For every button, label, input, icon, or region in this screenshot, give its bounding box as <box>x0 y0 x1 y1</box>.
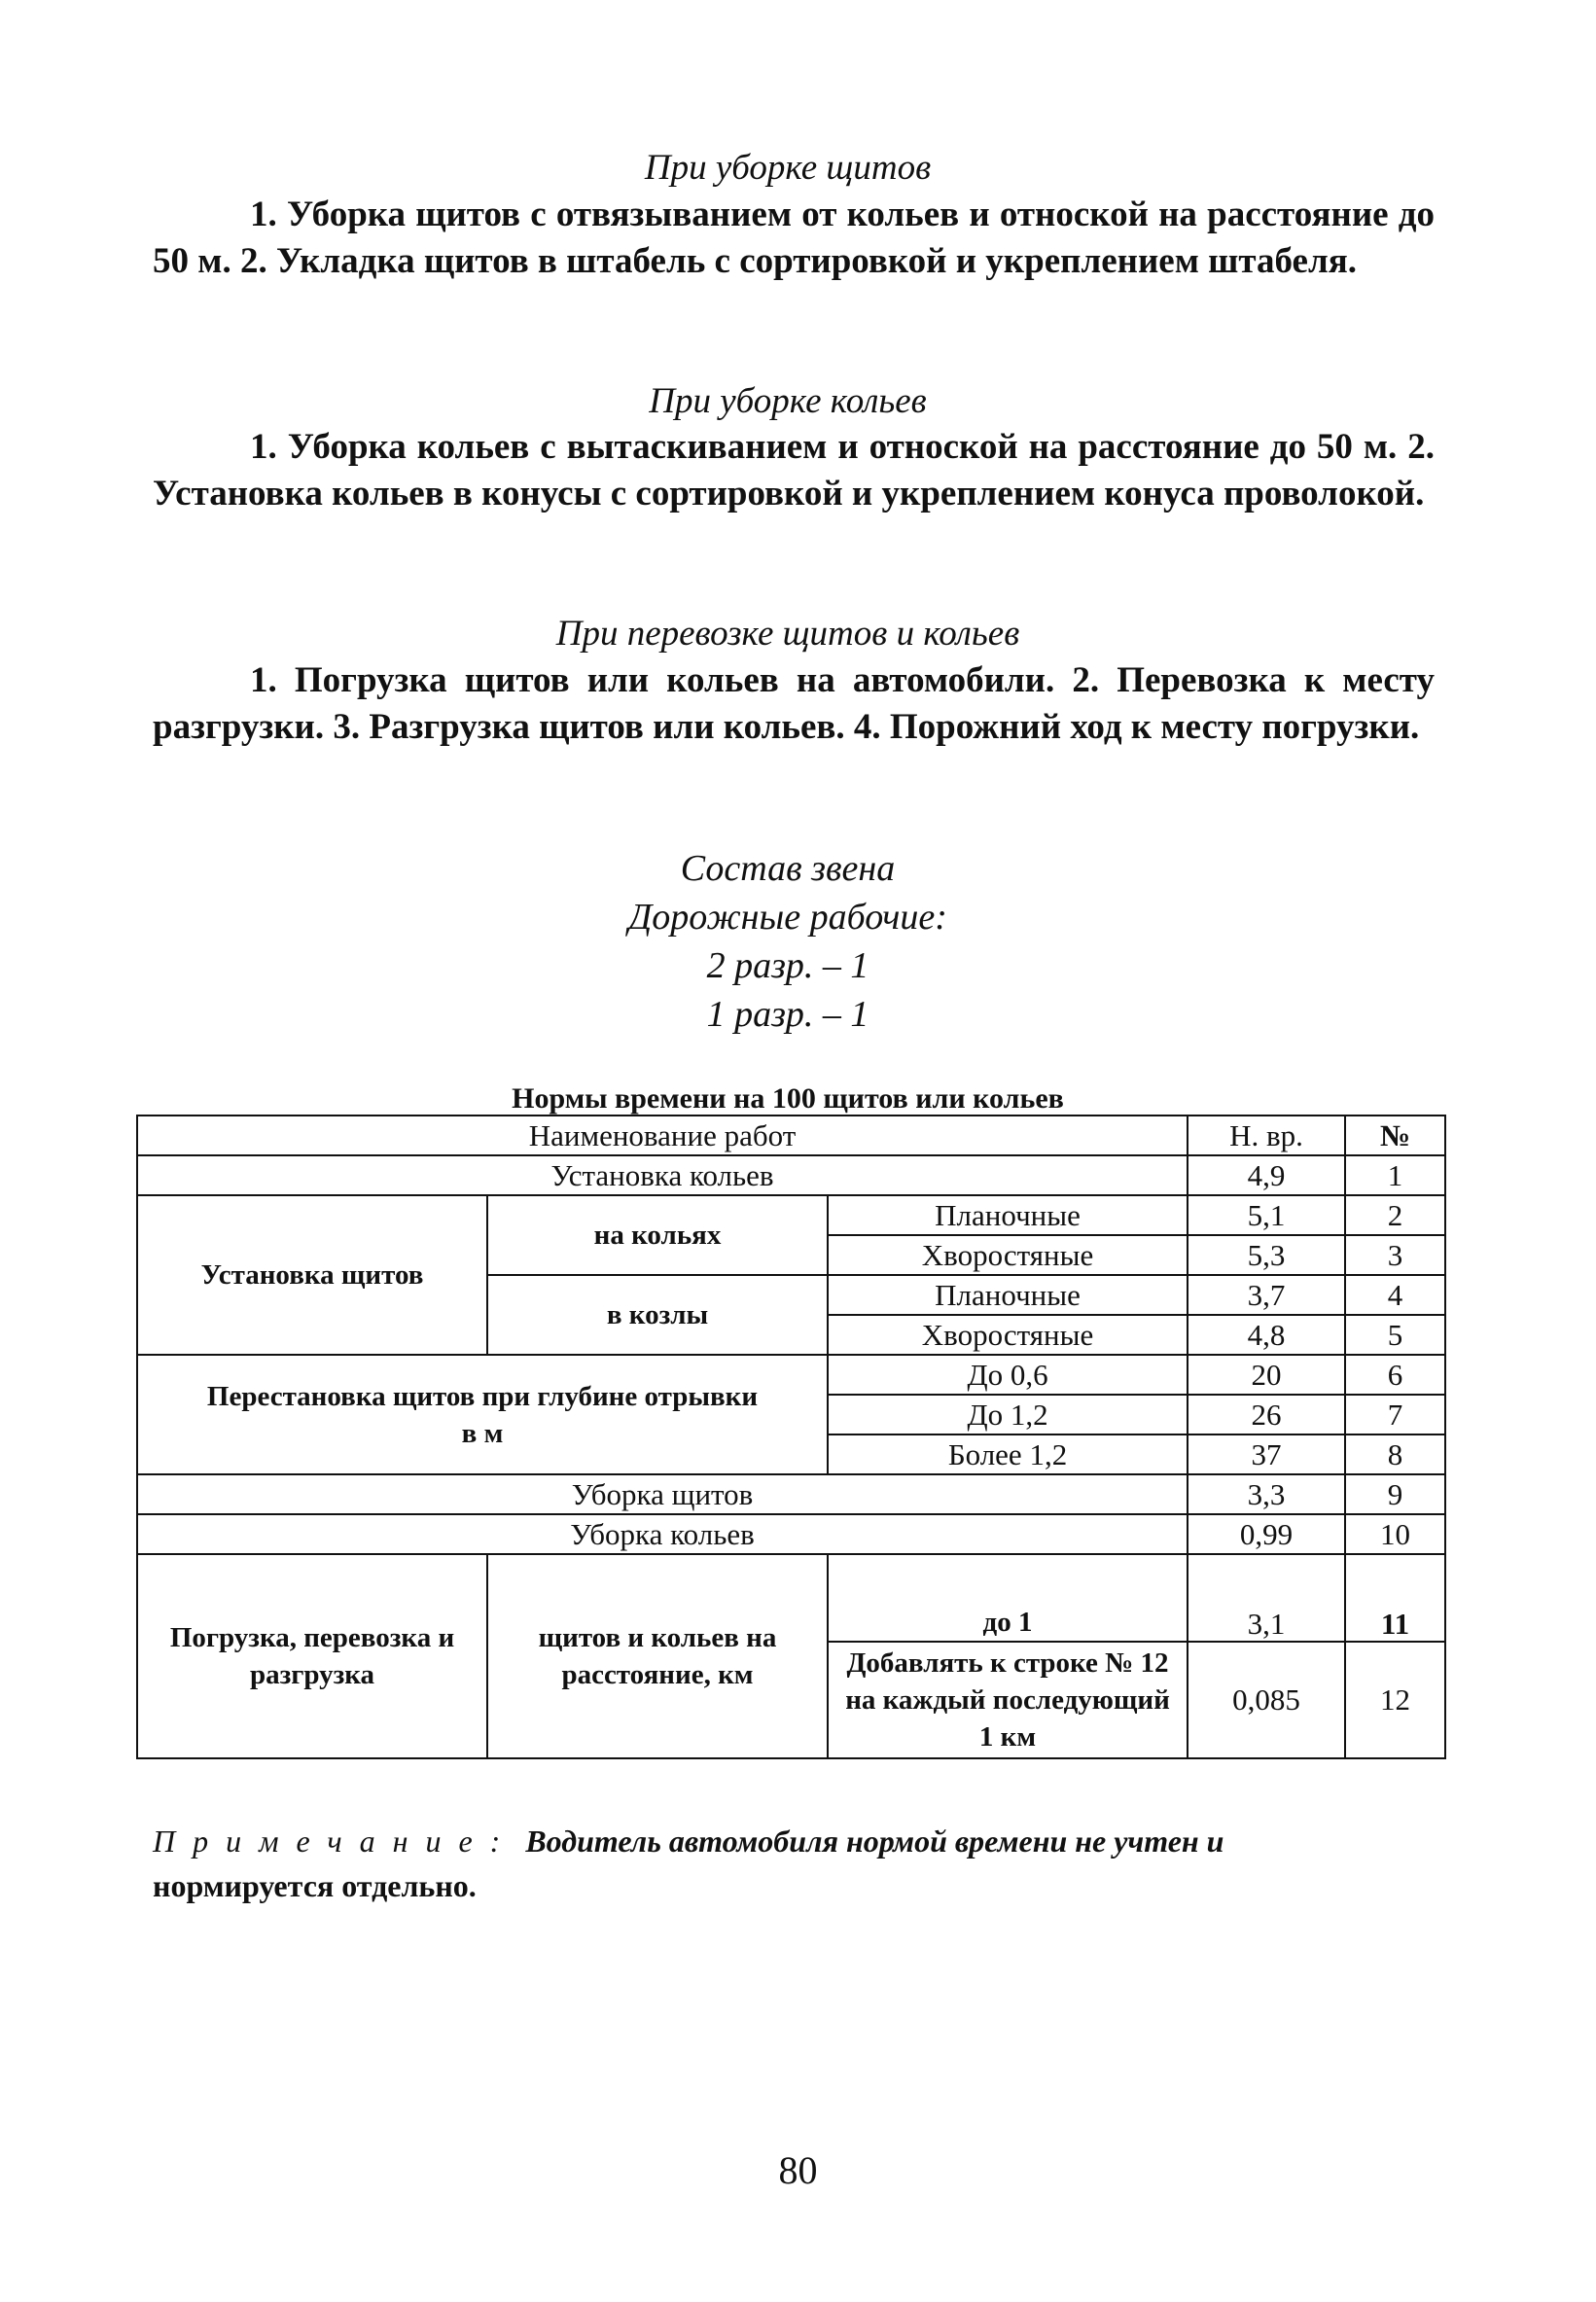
table-header-row <box>137 1116 1445 1155</box>
in-trestles-cell: в козлы <box>487 1275 828 1355</box>
section-text-shield-removal: 1. Уборка щитов с отвязыванием от кольев и отноской на расстояние до 50 м. 2. Укладка щитов в штабель с сортировкой и укреплением штабеля. <box>153 195 1435 281</box>
shields-install-cell: Установка щитов <box>137 1195 487 1355</box>
distance-cell: щитов и кольев на расстояние, км <box>487 1554 828 1758</box>
crew-subtitle: Дорожные рабочие: <box>628 897 947 938</box>
section-heading-shield-removal: При уборке щитов <box>644 148 932 188</box>
table-row: Уборка щитов 3,3 9 <box>137 1474 1445 1514</box>
table-row: Уборка кольев 0,99 10 <box>137 1514 1445 1554</box>
note-label: Примечание: <box>153 1824 518 1859</box>
note-text-2: нормируется отдельно. <box>153 1868 477 1903</box>
header-norm: Н. вр. <box>1188 1116 1345 1155</box>
header-name: Наименование работ <box>137 1116 1188 1155</box>
table-title: Нормы времени на 100 щитов или кольев <box>512 1082 1064 1115</box>
table-row: Хворостяные 4,8 5 <box>137 1315 1445 1355</box>
section-text-stake-removal: 1. Уборка кольев с вытаскиванием и отноской на расстояние до 50 м. 2. Установка кольев в конусы с сортировкой и укреплением конуса проволокой. <box>153 427 1435 514</box>
table-row: Установка кольев 4,9 1 <box>137 1155 1445 1195</box>
table-row: Погрузка, перевозка и разгрузка щитов и кольев на расстояние, км до 1 3,1 11 <box>137 1554 1445 1642</box>
table-note <box>153 1819 1435 1908</box>
crew-composition <box>136 844 1439 1039</box>
section-heading-transport: При перевозке щитов и кольев <box>555 614 1020 654</box>
table-row: в козлы Планочные 3,7 4 <box>137 1275 1445 1315</box>
table-row: Установка щитов на кольях Планочные 5,1 2 <box>137 1195 1445 1235</box>
crew-line-2: 1 разр. – 1 <box>706 994 869 1035</box>
crew-title: Состав звена <box>680 848 896 889</box>
table-row: Хворостяные 5,3 3 <box>137 1235 1445 1275</box>
crew-line-1: 2 разр. – 1 <box>706 945 869 986</box>
table-row: До 1,2 26 7 <box>137 1395 1445 1434</box>
table-row: Добавлять к строке № 12 на каждый последующий 1 км 0,085 12 <box>137 1642 1445 1758</box>
on-stakes-cell: на кольях <box>487 1195 828 1275</box>
section-text-transport: 1. Погрузка щитов или кольев на автомобили. 2. Перевозка к месту разгрузки. 3. Разгрузка щитов или кольев. 4. Порожний ход к месту погрузки. <box>153 660 1435 747</box>
table-row: Перестановка щитов при глубине отрывки в м До 0,6 20 6 <box>137 1355 1445 1395</box>
header-num: № <box>1345 1116 1445 1155</box>
page-number: 80 <box>778 2148 818 2192</box>
time-norms-table <box>136 1115 1446 1759</box>
transport-cell: Погрузка, перевозка и разгрузка <box>137 1554 487 1758</box>
table-row: Более 1,2 37 8 <box>137 1434 1445 1474</box>
rearrange-cell: Перестановка щитов при глубине отрывки в м <box>137 1355 828 1474</box>
note-text: Водитель автомобиля нормой времени не учтен и <box>525 1824 1224 1859</box>
section-heading-stake-removal: При уборке кольев <box>649 381 927 421</box>
